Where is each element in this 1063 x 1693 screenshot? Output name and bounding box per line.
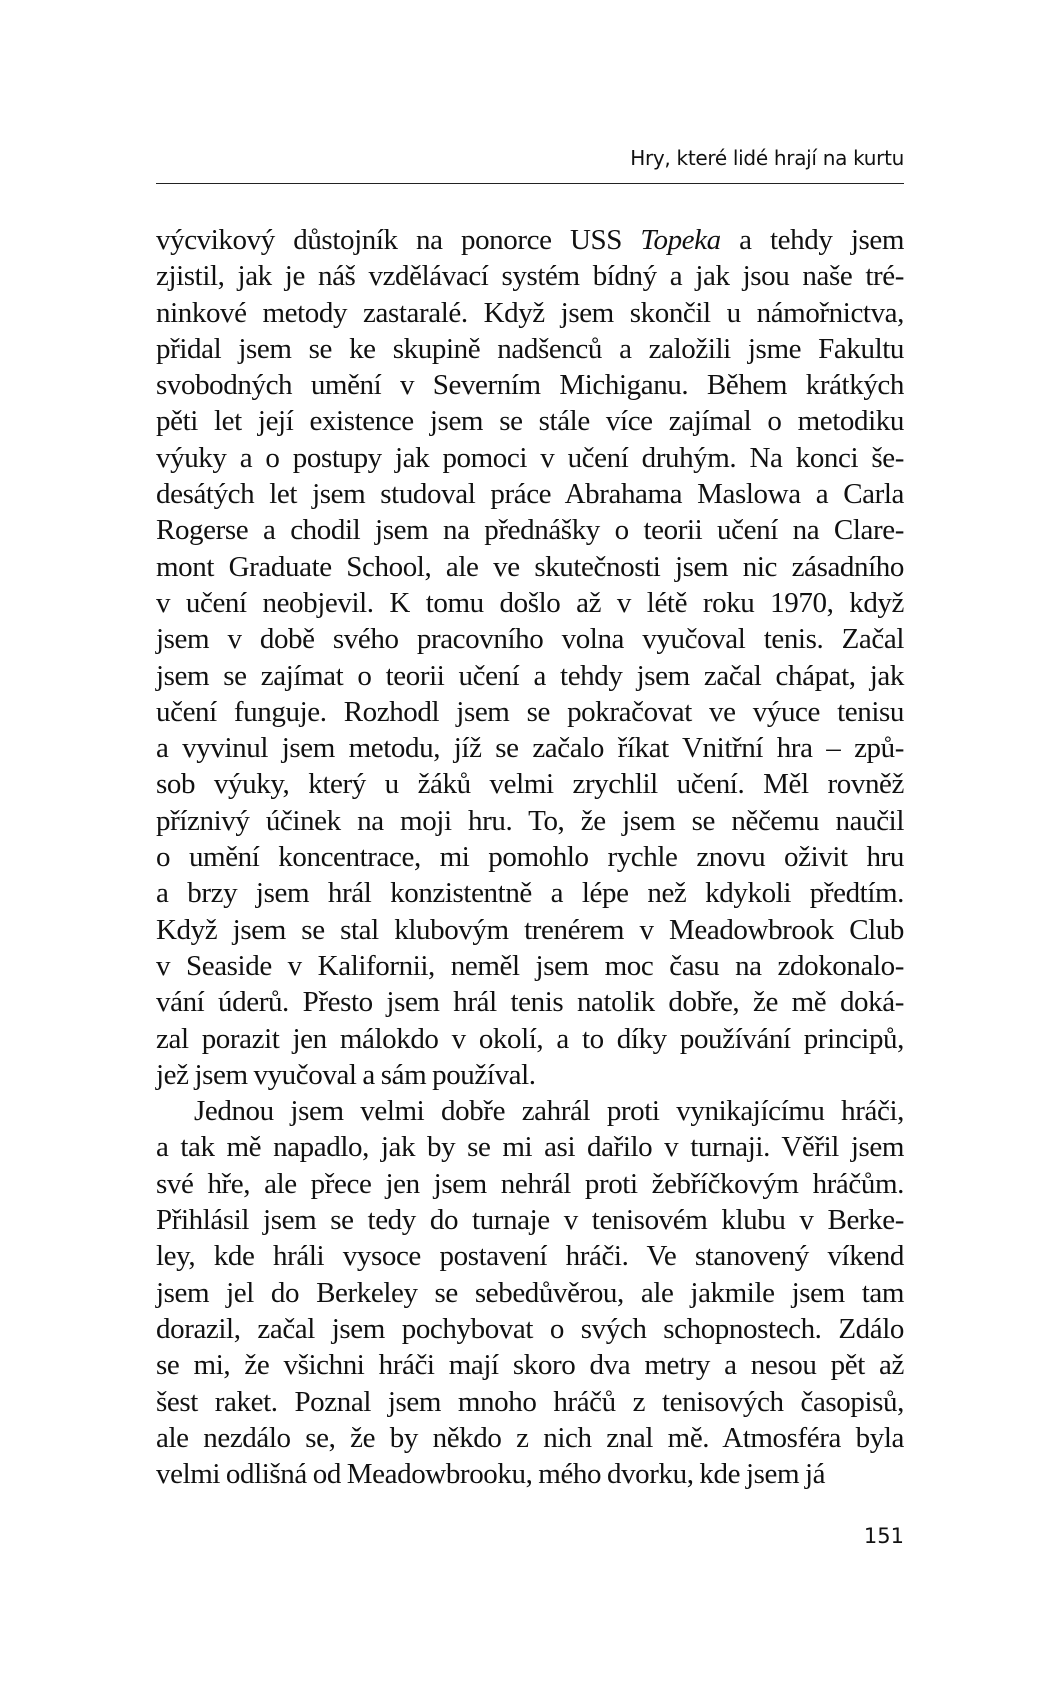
text-line: své hře, ale přece jen jsem nehrál proti žebříčkovým hráčům. [156, 1167, 904, 1200]
text-line: mont Graduate School, ale ve skutečnosti jsem nic zásadního [156, 550, 904, 583]
text-line: o umění koncentrace, mi pomohlo rychle znovu oživit hru [156, 841, 904, 874]
text-line: v Seaside v Kalifornii, neměl jsem moc času na zdokonalo- [156, 949, 904, 982]
paragraph [156, 222, 904, 1093]
text-line: Jednou jsem velmi dobře zahrál proti vynikajícímu hráči, [194, 1095, 904, 1128]
text-line: šest raket. Poznal jsem mnoho hráčů z tenisových časopisů, [156, 1385, 904, 1418]
text-line: sob výuky, který u žáků velmi zrychlil učení. Měl rovněž [156, 768, 904, 801]
text-line: příznivý účinek na moji hru. To, že jsem se něčemu naučil [156, 804, 904, 837]
text-line [156, 222, 904, 258]
text-line: ley, kde hráli vysoce postavení hráči. Ve stanovený víkend [156, 1240, 904, 1273]
page-number: 151 [863, 1524, 904, 1548]
text-line: a vyvinul jsem metodu, jíž se začalo říkat Vnitřní hra – způ- [156, 732, 904, 765]
text-segment: výcvikový důstojník na ponorce USS [156, 224, 641, 256]
text-line: Přihlásil jsem se tedy do turnaje v tenisovém klubu v Berke- [156, 1204, 904, 1237]
body-text [156, 222, 904, 1492]
text-line: výuky a o postupy jak pomoci v učení druhým. Na konci še- [156, 441, 904, 474]
text-line: desátých let jsem studoval práce Abrahama Maslowa a Carla [156, 478, 904, 511]
text-line: v učení neobjevil. K tomu došlo až v létě roku 1970, když [156, 586, 904, 619]
text-line: a tak mě napadlo, jak by se mi asi dařilo v turnaji. Věřil jsem [156, 1131, 904, 1164]
text-line: Rogerse a chodil jsem na přednášky o teorii učení na Clare- [156, 514, 904, 547]
running-head: Hry, které lidé hrají na kurtu [630, 146, 904, 170]
text-line: zal porazit jen málokdo v okolí, a to díky používání principů, [156, 1022, 904, 1055]
text-line: přidal jsem se ke skupině nadšenců a založili jsme Fakultu [156, 332, 904, 365]
text-line: jsem v době svého pracovního volna vyučoval tenis. Začal [156, 623, 904, 656]
text-line: jsem se zajímat o teorii učení a tehdy jsem začal chápat, jak [156, 659, 904, 692]
text-line: učení funguje. Rozhodl jsem se pokračovat ve výuce tenisu [156, 695, 904, 728]
text-line: dorazil, začal jsem pochybovat o svých schopnostech. Zdálo [156, 1312, 904, 1345]
text-line: ale nezdálo se, že by někdo z nich znal mě. Atmosféra byla [156, 1421, 904, 1454]
text-line: velmi odlišná od Meadowbrooku, mého dvorku, kde jsem já [156, 1458, 826, 1491]
text-line: a brzy jsem hrál konzistentně a lépe než kdykoli předtím. [156, 877, 904, 910]
text-line: pěti let její existence jsem se stále více zajímal o metodiku [156, 405, 904, 438]
text-line: vání úderů. Přesto jsem hrál tenis natolik dobře, že mě doká- [156, 986, 904, 1019]
paragraph [156, 1093, 904, 1492]
text-line: ninkové metody zastaralé. Když jsem skončil u námořnictva, [156, 296, 904, 329]
text-line: jež jsem vyučoval a sám používal. [156, 1058, 536, 1091]
italic-ship-name: Topeka [640, 224, 721, 256]
text-segment: a tehdy jsem [720, 224, 905, 256]
text-line: jsem jel do Berkeley se sebedůvěrou, ale jakmile jsem tam [156, 1276, 904, 1309]
text-line: se mi, že všichni hráči mají skoro dva metry a nesou pět až [156, 1349, 904, 1382]
header-rule [156, 183, 904, 184]
text-line: zjistil, jak je náš vzdělávací systém bídný a jak jsou naše tré- [156, 260, 904, 293]
text-line: Když jsem se stal klubovým trenérem v Meadowbrook Club [156, 913, 904, 946]
text-line: svobodných umění v Severním Michiganu. Během krátkých [156, 369, 904, 402]
